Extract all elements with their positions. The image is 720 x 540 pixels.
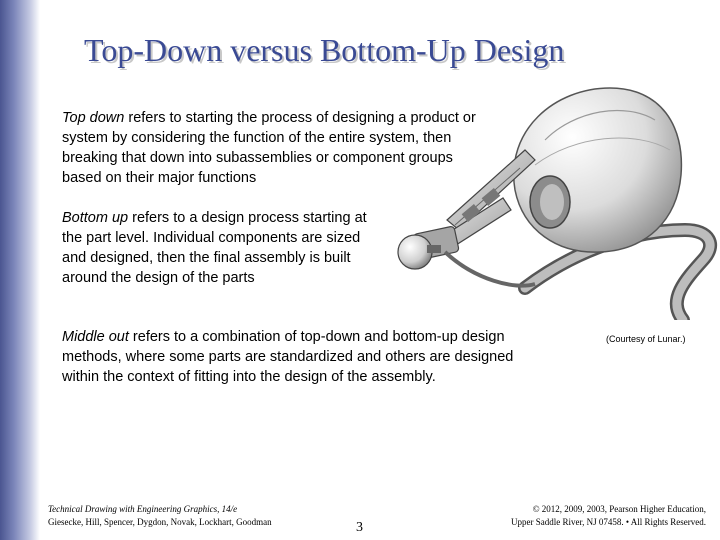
- footer-citation: [48, 503, 278, 529]
- definition-top-down: refers to starting the process of designing a product or system by considering the function of the entire system, then breaking that down into subassemblies or component groups based on their major functions: [62, 110, 476, 186]
- definition-middle-out: refers to a combination of top-down and bottom-up design methods, where some parts are standardized and others are designed within the context of fitting into the design of the assembly.: [62, 329, 514, 385]
- slide-title: Top-Down versus Bottom-Up Design: [84, 32, 565, 68]
- copyright-line-1: © 2012, 2009, 2003, Pearson Higher Education,: [532, 504, 706, 514]
- paragraph-bottom-up: [62, 208, 374, 288]
- image-credit: (Courtesy of Lunar.): [606, 334, 686, 344]
- book-authors: Giesecke, Hill, Spencer, Dygdon, Novak, Lockhart, Goodman: [48, 517, 272, 527]
- copyright-line-2: Upper Saddle River, NJ 07458. • All Rights Reserved.: [510, 517, 706, 527]
- sidebar-gradient: [0, 0, 40, 540]
- book-title: Technical Drawing with Engineering Graphics, 14/e: [48, 504, 238, 514]
- paragraph-middle-out: [62, 327, 548, 387]
- term-middle-out: Middle out: [62, 329, 129, 345]
- page-number: 3: [356, 520, 363, 535]
- term-bottom-up: Bottom up: [62, 210, 129, 226]
- product-illustration: [385, 80, 720, 320]
- copyright-notice: [511, 503, 706, 529]
- term-top-down: Top down: [62, 110, 125, 126]
- definition-bottom-up: refers to a design process starting at the part level. Individual components are sized and designed, then the final assembly is built around the design of the parts: [62, 210, 367, 286]
- ball-joint: [398, 235, 432, 269]
